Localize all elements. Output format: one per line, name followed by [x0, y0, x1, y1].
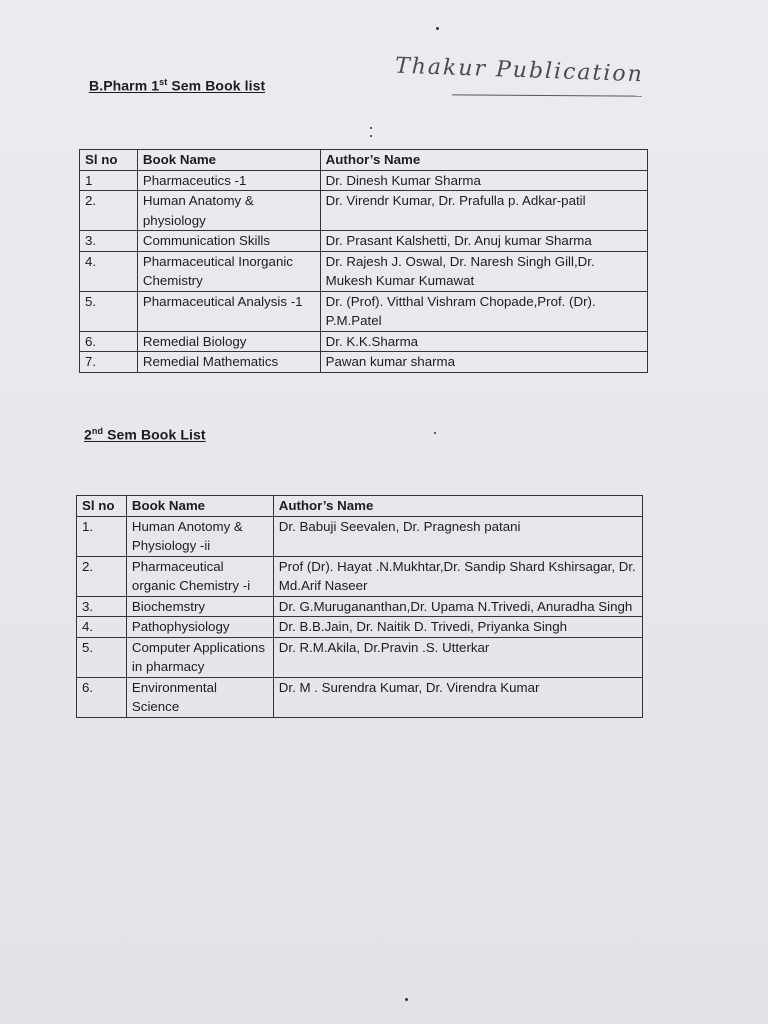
- header-author-name: Author’s Name: [320, 150, 647, 171]
- author-name: Dr. Babuji Seevalen, Dr. Pragnesh patani: [273, 516, 642, 556]
- header-book-name: Book Name: [126, 496, 273, 517]
- sem1-heading-prefix: B.Pharm 1: [89, 77, 160, 94]
- speck-dot: [370, 135, 372, 137]
- table-row: [80, 231, 648, 252]
- speck-dot: [436, 27, 439, 30]
- book-name: Pharmaceutics -1: [137, 170, 320, 191]
- row-number: 6.: [77, 677, 127, 717]
- table-row: [80, 352, 648, 373]
- author-name: Dr. (Prof). Vitthal Vishram Chopade,Prof. (Dr). P.M.Patel: [320, 291, 647, 331]
- speck-dot: [434, 432, 436, 434]
- book-name: Environmental Science: [126, 677, 273, 717]
- row-number: 5.: [77, 637, 127, 677]
- table-header-row: [80, 150, 648, 171]
- book-name: Biochemstry: [126, 596, 273, 617]
- book-name: Pharmaceutical Analysis -1: [137, 291, 320, 331]
- row-number: 1.: [77, 516, 127, 556]
- row-number: 2.: [80, 191, 138, 231]
- author-name: Dr. G.Murugananthan,Dr. Upama N.Trivedi, Anuradha Singh: [273, 596, 642, 617]
- book-name: Remedial Mathematics: [137, 352, 320, 373]
- book-name: Pharmaceutical organic Chemistry -i: [126, 556, 273, 596]
- book-name: Communication Skills: [137, 231, 320, 252]
- table-row: [77, 596, 643, 617]
- speck-dot: [370, 127, 372, 129]
- author-name: Dr. B.B.Jain, Dr. Naitik D. Trivedi, Priyanka Singh: [273, 617, 642, 638]
- sem2-heading-prefix: 2: [84, 426, 92, 443]
- sem1-heading: [89, 77, 265, 94]
- author-name: Dr. M . Surendra Kumar, Dr. Virendra Kumar: [273, 677, 642, 717]
- book-name: Human Anotomy & Physiology -ii: [126, 516, 273, 556]
- table-row: [80, 170, 648, 191]
- row-number: 4.: [77, 617, 127, 638]
- row-number: 4.: [80, 251, 138, 291]
- row-number: 3.: [80, 231, 138, 252]
- table-row: [80, 191, 648, 231]
- sem1-book-table: [79, 149, 648, 373]
- author-name: Dr. K.K.Sharma: [320, 331, 647, 352]
- header-book-name: Book Name: [137, 150, 320, 171]
- header-author-name: Author’s Name: [273, 496, 642, 517]
- sem2-heading: [84, 426, 206, 443]
- table-row: [77, 637, 643, 677]
- author-name: Dr. Prasant Kalshetti, Dr. Anuj kumar Sharma: [320, 231, 647, 252]
- book-name: Pathophysiology: [126, 617, 273, 638]
- table-row: [80, 251, 648, 291]
- table-row: [77, 556, 643, 596]
- author-name: Pawan kumar sharma: [320, 352, 647, 373]
- sem2-book-table: [76, 495, 643, 718]
- sem2-heading-suffix: Sem Book List: [103, 426, 206, 443]
- table-row: [80, 291, 648, 331]
- book-name: Remedial Biology: [137, 331, 320, 352]
- handwritten-note: Thakur Publication: [394, 53, 645, 88]
- book-name: Pharmaceutical Inorganic Chemistry: [137, 251, 320, 291]
- header-sl-no: Sl no: [80, 150, 138, 171]
- sem2-heading-sup: nd: [91, 426, 104, 436]
- book-name: Computer Applications in pharmacy: [126, 637, 273, 677]
- row-number: 6.: [80, 331, 138, 352]
- author-name: Dr. R.M.Akila, Dr.Pravin .S. Utterkar: [273, 637, 642, 677]
- table-row: [77, 617, 643, 638]
- row-number: 2.: [77, 556, 127, 596]
- header-sl-no: Sl no: [77, 496, 127, 517]
- sem1-heading-sup: st: [159, 77, 168, 87]
- author-name: Dr. Rajesh J. Oswal, Dr. Naresh Singh Gill,Dr. Mukesh Kumar Kumawat: [320, 251, 647, 291]
- sem1-heading-suffix: Sem Book list: [167, 77, 266, 94]
- author-name: Dr. Virendr Kumar, Dr. Prafulla p. Adkar-patil: [320, 191, 647, 231]
- row-number: 5.: [80, 291, 138, 331]
- author-name: Prof (Dr). Hayat .N.Mukhtar,Dr. Sandip Shard Kshirsagar, Dr. Md.Arif Naseer: [273, 556, 642, 596]
- row-number: 1: [80, 170, 138, 191]
- row-number: 3.: [77, 596, 127, 617]
- table-row: [77, 677, 643, 717]
- table-row: [77, 516, 643, 556]
- row-number: 7.: [80, 352, 138, 373]
- table-row: [80, 331, 648, 352]
- author-name: Dr. Dinesh Kumar Sharma: [320, 170, 647, 191]
- book-name: Human Anatomy & physiology: [137, 191, 320, 231]
- table-header-row: [77, 496, 643, 517]
- speck-dot: [405, 998, 408, 1001]
